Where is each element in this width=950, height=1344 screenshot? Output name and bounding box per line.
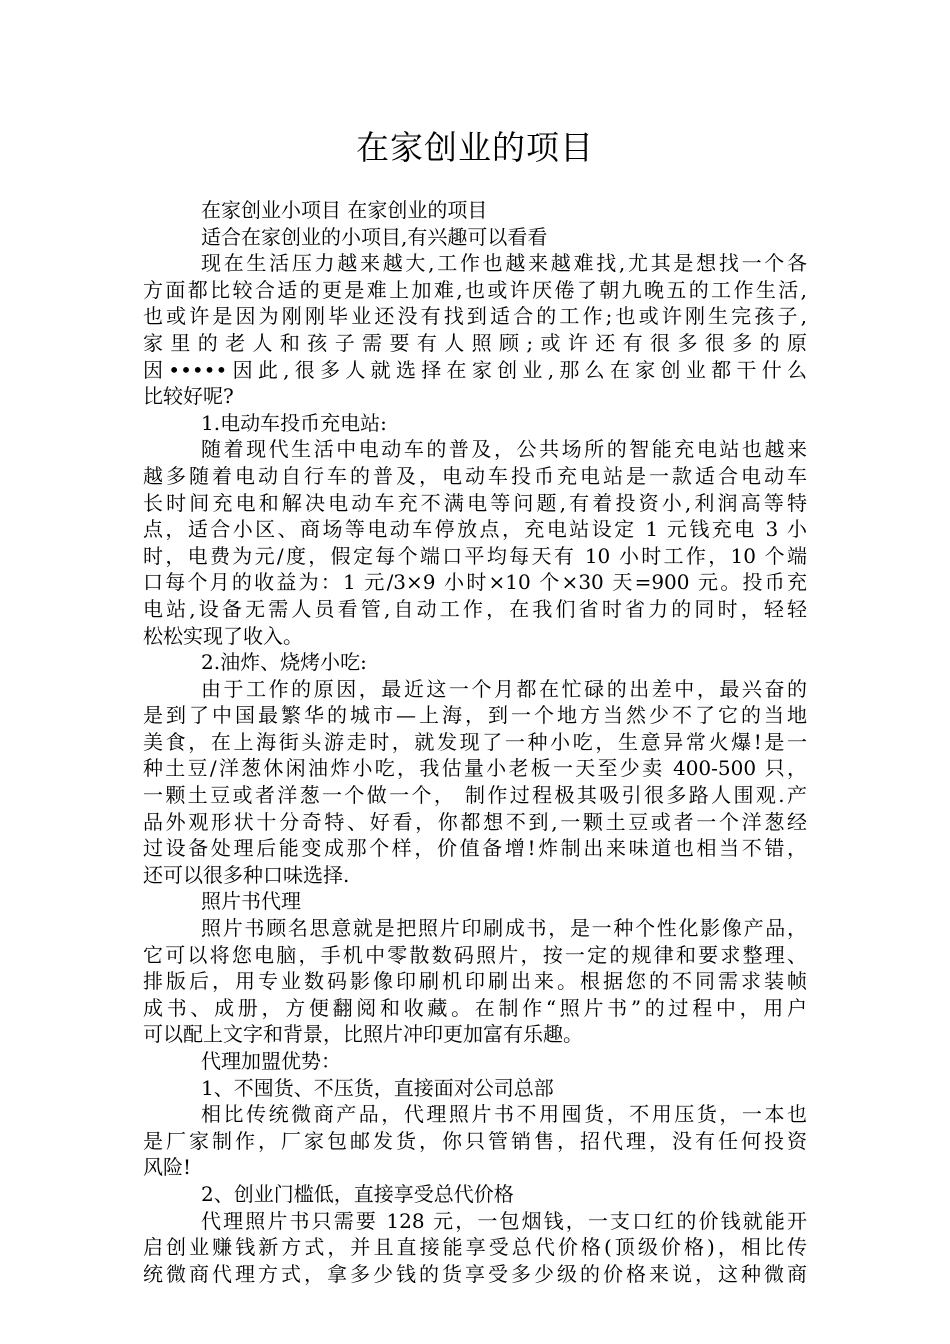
document-title: 在家创业的项目 — [356, 128, 594, 167]
text-line: 可以配上文字和背景，比照片冲印更加富有乐趣。 — [143, 1022, 583, 1047]
text-line: 长时间充电和解决电动车充不满电等问题,有着投资小,利润高等特 — [143, 490, 807, 515]
text-line: 一颗土豆或者洋葱一个做一个， 制作过程极其吸引很多路人围观.产 — [143, 783, 807, 808]
text-line: 还可以很多种口味选择. — [143, 862, 350, 887]
text-line: 启创业赚钱新方式，并且直接能享受总代价格(顶级价格)，相比传 — [143, 1235, 807, 1260]
text-line: 时，电费为元/度，假定每个端口平均每天有 10 小时工作，10 个端 — [143, 543, 807, 568]
text-line: 随着现代生活中电动车的普及，公共场所的智能充电站也越来 — [201, 437, 807, 462]
text-line: 现在生活压力越来越大,工作也越来越难找,尤其是想找一个各 — [201, 251, 807, 276]
text-line: 电站,设备无需人员看管,自动工作，在我们省时省力的同时，轻轻 — [143, 596, 807, 621]
text-line: 美食，在上海街头游走时，就发现了一种小吃，生意异常火爆!是一 — [143, 729, 807, 754]
document-body — [143, 197, 807, 1287]
text-line: 因•••••因此,很多人就选择在家创业,那么在家创业都干什么 — [143, 357, 807, 382]
text-line: 风险! — [143, 1155, 192, 1180]
text-line: 是到了中国最繁华的城市—上海，到一个地方当然少不了它的当地 — [143, 703, 807, 728]
text-line: 点，适合小区、商场等电动车停放点，充电站设定 1 元钱充电 3 小 — [143, 517, 807, 542]
text-line: 适合在家创业的小项目,有兴趣可以看看 — [201, 224, 548, 249]
text-line: 品外观形状十分奇特、好看，你都想不到,一颗土豆或者一个洋葱经 — [143, 809, 807, 834]
text-line: 照片书代理 — [201, 889, 301, 914]
text-line: 由于工作的原因，最近这一个月都在忙碌的出差中，最兴奋的 — [201, 676, 807, 701]
text-line: 口每个月的收益为：1 元/3×9 小时×10 个×30 天=900 元。投币充 — [143, 570, 807, 595]
text-line: 方面都比较合适的更是难上加难,也或许厌倦了朝九晚五的工作生活, — [143, 277, 807, 302]
text-line: 家里的老人和孩子需要有人照顾;或许还有很多很多的原 — [143, 330, 807, 355]
text-line: 过设备处理后能变成那个样，价值备增!炸制出来味道也相当不错， — [143, 836, 807, 861]
text-line: 代理加盟优势： — [201, 1049, 341, 1073]
text-line: 1.电动车投币充电站: — [201, 410, 387, 435]
text-line: 在家创业小项目 在家创业的项目 — [201, 198, 488, 222]
text-line: 它可以将您电脑，手机中零散数码照片，按一定的规律和要求整理、 — [143, 942, 807, 967]
text-line: 越多随着电动自行车的普及，电动车投币充电站是一款适合电动车 — [143, 463, 807, 488]
text-line: 相比传统微商产品，代理照片书不用囤货，不用压货，一本也 — [201, 1102, 807, 1127]
text-line: 照片书顾名思意就是把照片印刷成书，是一种个性化影像产品， — [201, 916, 807, 941]
text-line: 成书、成册，方便翻阅和收藏。在制作“照片书”的过程中，用户 — [143, 995, 807, 1020]
text-line: 排版后，用专业数码影像印刷机印刷出来。根据您的不同需求装帧 — [143, 969, 807, 994]
text-line: 是厂家制作，厂家包邮发货，你只管销售，招代理，没有任何投资 — [143, 1128, 807, 1153]
text-line: 种土豆/洋葱休闲油炸小吃，我估量小老板一天至少卖 400-500 只， — [143, 756, 807, 781]
text-line: 2.油炸、烧烤小吃: — [201, 650, 367, 675]
text-line: 松松实现了收入。 — [143, 623, 303, 648]
text-line: 统微商代理方式，拿多少钱的货享受多少级的价格来说，这种微商 — [143, 1261, 807, 1286]
text-line: 代理照片书只需要 128 元，一包烟钱，一支口红的价钱就能开 — [201, 1208, 807, 1233]
text-line: 2、创业门槛低，直接享受总代价格 — [201, 1181, 514, 1206]
text-line: 1、不囤货、不压货，直接面对公司总部 — [201, 1075, 554, 1100]
text-line: 比较好呢? — [143, 384, 234, 409]
text-line: 也或许是因为刚刚毕业还没有找到适合的工作;也或许刚生完孩子, — [143, 304, 807, 329]
